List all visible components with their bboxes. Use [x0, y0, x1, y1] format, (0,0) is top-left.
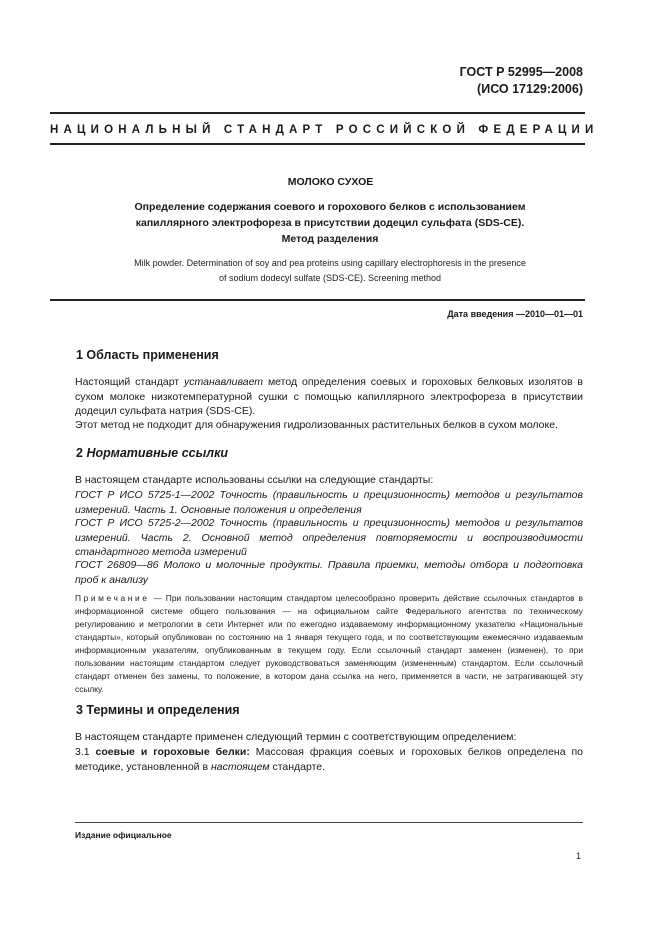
section-3-intro: В настоящем стандарте применен следующий термин с соответствующим определением: — [75, 731, 517, 743]
section-2-heading — [76, 446, 228, 460]
english-title-line: of sodium dodecyl sulfate (SDS-CE). Screening method — [218, 272, 442, 283]
term-definition — [75, 745, 583, 774]
gost-identifier — [460, 64, 583, 98]
note-label: Примечание — [75, 593, 150, 603]
section-1-paragraph — [75, 375, 583, 419]
term: соевые и гороховые белки: — [95, 746, 250, 758]
note-text: — При пользовании настоящим стандартом целесообразно проверить действие ссылочных стандартов в информационной системе общего пользования — на официальном сайте Федерального агентства по техническому регулированию и метрологии в сети Интернет или по ежегодно издаваемому информационному указателю «Национальные стандарты», который опубликован по состоянию на 1 января текущего года, и по соответствующим ежемесячно издаваемым информационным указателям, опубликованным в текущем году. Если ссылочный стандарт заменен (изменен), то при пользовании настоящим стандартом следует руководствоваться заменяющим (измененным) стандартом. Если ссылочный стандарт отменен без замены, то положение, в котором дана ссылка на него, применяется в части, не затрагивающей эту ссылку. — [75, 593, 583, 694]
section-1-heading: 1 Область применения — [76, 348, 219, 362]
para-text: Настоящий стандарт — [75, 376, 185, 388]
document-title: МОЛОКО СУХОЕ — [287, 176, 374, 188]
gost-number: ГОСТ Р 52995—2008 — [459, 65, 583, 79]
note-block — [75, 592, 583, 696]
introduction-date: Дата введения —2010—01—01 — [447, 309, 583, 319]
reference-3: ГОСТ 26809—86 Молоко и молочные продукты. Правила приемки, методы отбора и подготовка проб к анализу — [75, 559, 583, 586]
footer-rule — [75, 822, 583, 823]
title-rule — [50, 299, 585, 301]
top-rule — [50, 112, 585, 114]
section-3-heading: 3 Термины и определения — [76, 703, 240, 717]
banner-rule — [50, 143, 585, 145]
para-text: метод определения соевых и гороховых белковых изолятов в сухом молоке низкотемпературной сушки с помощью капиллярного электрофореза в присутствии додецил сульфата натрия (SDS-CE). — [75, 376, 583, 417]
definition-text: Массовая фракция соевых и гороховых белков определена по методике, установленной в — [75, 746, 584, 773]
english-title — [80, 256, 580, 285]
reference-2: ГОСТ Р ИСО 5725-2—2002 Точность (правильность и прецизионность) методов и результатов измерений. Часть 2. Основной метод определения повторяемости и воспроизводимости стандартного метода измерений — [75, 517, 583, 558]
section-number: 2 — [76, 446, 87, 460]
page-number: 1 — [575, 851, 581, 861]
definition-text: стандарте. — [269, 760, 326, 773]
official-edition: Издание официальное — [75, 830, 172, 840]
english-title-line: Milk powder. Determination of soy and pea proteins using capillary electrophoresis in the presence — [134, 258, 526, 268]
subtitle-line: Метод разделения — [281, 233, 379, 245]
iso-number: (ИСО 17129:2006) — [477, 82, 583, 96]
national-standard-banner: НАЦИОНАЛЬНЫЙ СТАНДАРТ РОССИЙСКОЙ ФЕДЕРАЦИИ — [50, 124, 599, 136]
para-italic: устанавливает — [184, 376, 264, 388]
reference-1: ГОСТ Р ИСО 5725-1—2002 Точность (правильность и прецизионность) методов и результатов измерений. Часть 1. Основные положения и определения — [75, 489, 583, 516]
definition-italic: настоящем — [210, 760, 270, 773]
term-number: 3.1 — [75, 746, 96, 758]
section-title: Нормативные ссылки — [86, 446, 229, 460]
section-2-intro: В настоящем стандарте использованы ссылки на следующие стандарты: — [75, 474, 434, 486]
subtitle-line: капиллярного электрофореза в присутствии додецил сульфата (SDS-CE). — [135, 217, 525, 229]
subtitle-line: Определение содержания соевого и горохового белков с использованием — [134, 201, 526, 213]
document-subtitle — [80, 199, 580, 247]
section-1-paragraph-2: Этот метод не подходит для обнаружения гидролизованных растительных белков в сухом молоке. — [75, 419, 558, 431]
